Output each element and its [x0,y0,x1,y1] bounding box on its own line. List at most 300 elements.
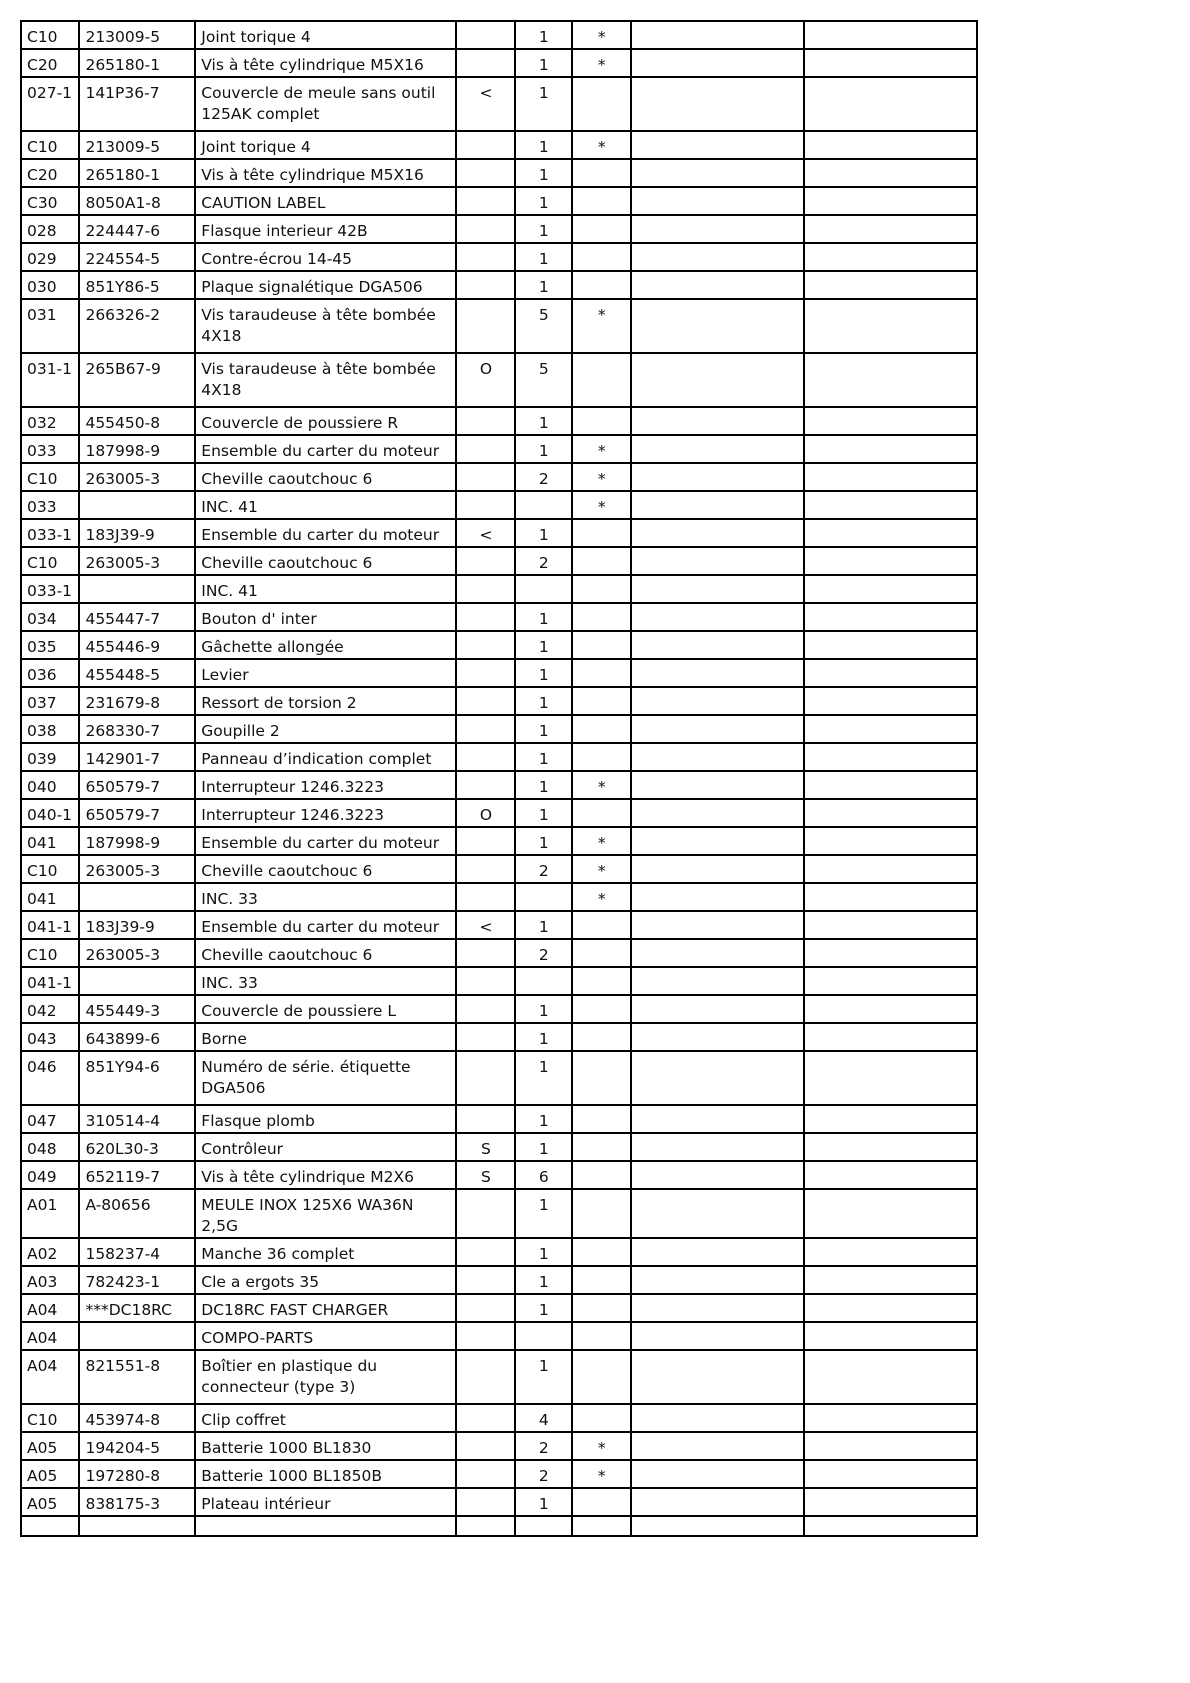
description-cell: Manche 36 complet [195,1238,456,1266]
item-number-cell: 034 [21,603,79,631]
empty-cell [631,911,804,939]
description-cell: Batterie 1000 BL1830 [195,1432,456,1460]
quantity-cell: 1 [515,519,572,547]
table-row [21,159,977,187]
quantity-cell: 1 [515,435,572,463]
item-number-cell: C10 [21,463,79,491]
description-cell: Numéro de série. étiquette DGA506 [195,1051,456,1105]
part-number-cell: 782423-1 [79,1266,195,1294]
part-number-cell: 263005-3 [79,547,195,575]
item-number-cell: 038 [21,715,79,743]
empty-cell [804,519,977,547]
item-number-cell: 041 [21,827,79,855]
part-number-cell: 266326-2 [79,299,195,353]
description-cell: Cheville caoutchouc 6 [195,547,456,575]
empty-cell [804,463,977,491]
empty-cell [804,1189,977,1238]
marker-cell [572,1350,630,1404]
description-cell: Gâchette allongée [195,631,456,659]
table-row [21,1404,977,1432]
note-cell [456,575,514,603]
table-row [21,1460,977,1488]
marker-cell [572,995,630,1023]
marker-cell [572,743,630,771]
item-number-cell: 028 [21,215,79,243]
part-number-cell: 455447-7 [79,603,195,631]
quantity-cell: 1 [515,1350,572,1404]
quantity-cell: 1 [515,1488,572,1516]
item-number-cell: C10 [21,1404,79,1432]
quantity-cell: 1 [515,995,572,1023]
note-cell [456,967,514,995]
description-cell: INC. 33 [195,967,456,995]
empty-cell [631,1322,804,1350]
table-row [21,1516,977,1536]
description-cell: Goupille 2 [195,715,456,743]
marker-cell [572,407,630,435]
description-cell: Interrupteur 1246.3223 [195,771,456,799]
marker-cell [572,1488,630,1516]
table-row [21,575,977,603]
quantity-cell: 2 [515,1432,572,1460]
empty-cell [631,827,804,855]
empty-cell [804,547,977,575]
item-number-cell: 029 [21,243,79,271]
item-number-cell: 033 [21,491,79,519]
marker-cell [572,271,630,299]
note-cell [456,1350,514,1404]
item-number-cell: 036 [21,659,79,687]
empty-cell [804,911,977,939]
table-row [21,603,977,631]
marker-cell: * [572,21,630,49]
empty-cell [631,187,804,215]
empty-cell [631,353,804,407]
empty-cell [804,631,977,659]
marker-cell: * [572,463,630,491]
marker-cell [572,1294,630,1322]
empty-cell [804,1404,977,1432]
item-number-cell: 043 [21,1023,79,1051]
note-cell [456,631,514,659]
marker-cell [572,939,630,967]
table-row [21,407,977,435]
table-row [21,435,977,463]
table-row [21,1051,977,1105]
marker-cell [572,353,630,407]
marker-cell: * [572,855,630,883]
table-row [21,995,977,1023]
empty-cell [631,631,804,659]
quantity-cell [515,1516,572,1536]
note-cell [456,1051,514,1105]
empty-cell [631,243,804,271]
part-number-cell: 213009-5 [79,21,195,49]
note-cell [456,883,514,911]
quantity-cell: 1 [515,1023,572,1051]
part-number-cell: 213009-5 [79,131,195,159]
item-number-cell: 040-1 [21,799,79,827]
description-cell: Plaque signalétique DGA506 [195,271,456,299]
marker-cell [572,715,630,743]
empty-cell [804,967,977,995]
empty-cell [631,1105,804,1133]
description-cell: INC. 33 [195,883,456,911]
quantity-cell: 1 [515,743,572,771]
table-row [21,1432,977,1460]
empty-cell [631,271,804,299]
part-number-cell: 310514-4 [79,1105,195,1133]
empty-cell [804,243,977,271]
empty-cell [804,1322,977,1350]
table-row [21,799,977,827]
quantity-cell: 1 [515,187,572,215]
empty-cell [804,131,977,159]
quantity-cell: 2 [515,463,572,491]
note-cell [456,1294,514,1322]
part-number-cell [79,575,195,603]
description-cell: Flasque plomb [195,1105,456,1133]
note-cell [456,1322,514,1350]
marker-cell [572,215,630,243]
item-number-cell: C10 [21,939,79,967]
table-row [21,687,977,715]
description-cell: Contre-écrou 14-45 [195,243,456,271]
marker-cell [572,911,630,939]
empty-cell [631,771,804,799]
note-cell [456,271,514,299]
item-number-cell: 032 [21,407,79,435]
item-number-cell: 041 [21,883,79,911]
marker-cell: * [572,1432,630,1460]
part-number-cell [79,491,195,519]
part-number-cell: 187998-9 [79,827,195,855]
quantity-cell: 1 [515,271,572,299]
empty-cell [631,1460,804,1488]
marker-cell [572,1105,630,1133]
item-number-cell: A05 [21,1432,79,1460]
item-number-cell: A04 [21,1294,79,1322]
quantity-cell: 1 [515,49,572,77]
description-cell: Ensemble du carter du moteur [195,519,456,547]
marker-cell [572,631,630,659]
empty-cell [804,491,977,519]
part-number-cell: A-80656 [79,1189,195,1238]
empty-cell [804,827,977,855]
empty-cell [631,519,804,547]
note-cell [456,215,514,243]
item-number-cell: 033-1 [21,575,79,603]
empty-cell [804,49,977,77]
part-number-cell: 455450-8 [79,407,195,435]
part-number-cell: 194204-5 [79,1432,195,1460]
table-row [21,883,977,911]
empty-cell [631,1488,804,1516]
quantity-cell: 1 [515,131,572,159]
part-number-cell: 265B67-9 [79,353,195,407]
description-cell: Cheville caoutchouc 6 [195,463,456,491]
part-number-cell [79,883,195,911]
item-number-cell: A04 [21,1350,79,1404]
quantity-cell [515,967,572,995]
part-number-cell: 197280-8 [79,1460,195,1488]
table-row [21,939,977,967]
marker-cell [572,1133,630,1161]
marker-cell: * [572,1460,630,1488]
empty-cell [631,799,804,827]
item-number-cell: 033-1 [21,519,79,547]
quantity-cell [515,1322,572,1350]
empty-cell [631,687,804,715]
note-cell: S [456,1161,514,1189]
description-cell: Flasque interieur 42B [195,215,456,243]
marker-cell [572,1516,630,1536]
quantity-cell: 1 [515,631,572,659]
empty-cell [804,799,977,827]
item-number-cell: 031 [21,299,79,353]
table-row [21,1133,977,1161]
marker-cell [572,603,630,631]
description-cell: Bouton d' inter [195,603,456,631]
table-row [21,243,977,271]
note-cell: O [456,799,514,827]
marker-cell [572,575,630,603]
note-cell: S [456,1133,514,1161]
part-number-cell [79,1516,195,1536]
quantity-cell: 1 [515,603,572,631]
part-number-cell: 187998-9 [79,435,195,463]
description-cell: Ensemble du carter du moteur [195,911,456,939]
empty-cell [804,715,977,743]
part-number-cell: 183J39-9 [79,519,195,547]
quantity-cell: 1 [515,687,572,715]
description-cell: Ensemble du carter du moteur [195,827,456,855]
marker-cell: * [572,883,630,911]
description-cell: Interrupteur 1246.3223 [195,799,456,827]
note-cell: < [456,77,514,131]
note-cell [456,771,514,799]
note-cell [456,299,514,353]
table-row [21,1105,977,1133]
quantity-cell: 2 [515,1460,572,1488]
note-cell [456,659,514,687]
empty-cell [631,1404,804,1432]
description-cell: Panneau d’indication complet [195,743,456,771]
description-cell: Plateau intérieur [195,1488,456,1516]
description-cell: Vis à tête cylindrique M5X16 [195,49,456,77]
quantity-cell: 1 [515,1133,572,1161]
part-number-cell: 851Y94-6 [79,1051,195,1105]
empty-cell [631,77,804,131]
note-cell [456,855,514,883]
quantity-cell: 1 [515,827,572,855]
item-number-cell: A01 [21,1189,79,1238]
part-number-cell: 268330-7 [79,715,195,743]
quantity-cell: 1 [515,799,572,827]
item-number-cell: C10 [21,131,79,159]
quantity-cell: 2 [515,939,572,967]
note-cell [456,131,514,159]
item-number-cell: 049 [21,1161,79,1189]
empty-cell [804,1488,977,1516]
description-cell: Cheville caoutchouc 6 [195,939,456,967]
quantity-cell: 1 [515,77,572,131]
marker-cell [572,1161,630,1189]
empty-cell [804,883,977,911]
description-cell: Vis à tête cylindrique M2X6 [195,1161,456,1189]
note-cell: < [456,519,514,547]
description-cell: MEULE INOX 125X6 WA36N 2,5G [195,1189,456,1238]
quantity-cell: 1 [515,243,572,271]
description-cell [195,1516,456,1536]
empty-cell [631,491,804,519]
quantity-cell: 1 [515,911,572,939]
note-cell [456,407,514,435]
table-row [21,353,977,407]
item-number-cell: C10 [21,855,79,883]
empty-cell [631,995,804,1023]
marker-cell [572,77,630,131]
empty-cell [631,49,804,77]
empty-cell [804,21,977,49]
table-row [21,1266,977,1294]
empty-cell [631,463,804,491]
empty-cell [631,967,804,995]
empty-cell [631,1133,804,1161]
empty-cell [804,743,977,771]
note-cell [456,491,514,519]
empty-cell [631,1161,804,1189]
note-cell [456,159,514,187]
table-row [21,1488,977,1516]
description-cell: Contrôleur [195,1133,456,1161]
quantity-cell: 6 [515,1161,572,1189]
note-cell [456,1238,514,1266]
table-row [21,77,977,131]
description-cell: Vis à tête cylindrique M5X16 [195,159,456,187]
description-cell: Ensemble du carter du moteur [195,435,456,463]
quantity-cell: 1 [515,659,572,687]
empty-cell [804,1105,977,1133]
table-row [21,855,977,883]
marker-cell [572,1404,630,1432]
table-row [21,743,977,771]
empty-cell [804,1294,977,1322]
note-cell [456,1432,514,1460]
empty-cell [804,1460,977,1488]
note-cell [456,939,514,967]
part-number-cell: 265180-1 [79,49,195,77]
description-cell: Cle a ergots 35 [195,1266,456,1294]
note-cell [456,187,514,215]
item-number-cell: C30 [21,187,79,215]
item-number-cell: 033 [21,435,79,463]
marker-cell [572,1189,630,1238]
marker-cell [572,659,630,687]
item-number-cell: 035 [21,631,79,659]
note-cell [456,603,514,631]
empty-cell [804,215,977,243]
item-number-cell: 047 [21,1105,79,1133]
table-row [21,1350,977,1404]
marker-cell [572,1322,630,1350]
empty-cell [631,407,804,435]
table-row [21,463,977,491]
description-cell: Cheville caoutchouc 6 [195,855,456,883]
table-row [21,1161,977,1189]
note-cell [456,743,514,771]
empty-cell [804,271,977,299]
empty-cell [804,187,977,215]
empty-cell [631,299,804,353]
table-row [21,49,977,77]
empty-cell [804,299,977,353]
part-number-cell: 643899-6 [79,1023,195,1051]
empty-cell [631,435,804,463]
marker-cell [572,159,630,187]
part-number-cell: 821551-8 [79,1350,195,1404]
description-cell: Boîtier en plastique du connecteur (type 3) [195,1350,456,1404]
quantity-cell: 1 [515,1189,572,1238]
description-cell: Ressort de torsion 2 [195,687,456,715]
note-cell [456,1105,514,1133]
table-row [21,1238,977,1266]
item-number-cell: A05 [21,1460,79,1488]
empty-cell [631,659,804,687]
empty-cell [804,159,977,187]
empty-cell [804,659,977,687]
empty-cell [804,687,977,715]
description-cell: Joint torique 4 [195,131,456,159]
table-row [21,967,977,995]
empty-cell [804,407,977,435]
item-number-cell: C10 [21,21,79,49]
empty-cell [804,1133,977,1161]
empty-cell [631,1051,804,1105]
quantity-cell: 5 [515,353,572,407]
note-cell [456,1023,514,1051]
description-cell: DC18RC FAST CHARGER [195,1294,456,1322]
item-number-cell: 030 [21,271,79,299]
part-number-cell: 224447-6 [79,215,195,243]
table-row [21,131,977,159]
marker-cell [572,187,630,215]
part-number-cell: 141P36-7 [79,77,195,131]
description-cell: Borne [195,1023,456,1051]
item-number-cell: 048 [21,1133,79,1161]
quantity-cell: 1 [515,715,572,743]
quantity-cell [515,491,572,519]
empty-cell [804,1238,977,1266]
note-cell: < [456,911,514,939]
quantity-cell: 1 [515,215,572,243]
empty-cell [631,1294,804,1322]
quantity-cell: 4 [515,1404,572,1432]
empty-cell [804,939,977,967]
item-number-cell: A05 [21,1488,79,1516]
description-cell: Vis taraudeuse à tête bombée 4X18 [195,299,456,353]
item-number-cell: C20 [21,49,79,77]
quantity-cell: 1 [515,21,572,49]
item-number-cell: 046 [21,1051,79,1105]
item-number-cell: 039 [21,743,79,771]
table-row [21,631,977,659]
part-number-cell: 455449-3 [79,995,195,1023]
quantity-cell [515,883,572,911]
item-number-cell: 040 [21,771,79,799]
part-number-cell: 158237-4 [79,1238,195,1266]
item-number-cell: C10 [21,547,79,575]
